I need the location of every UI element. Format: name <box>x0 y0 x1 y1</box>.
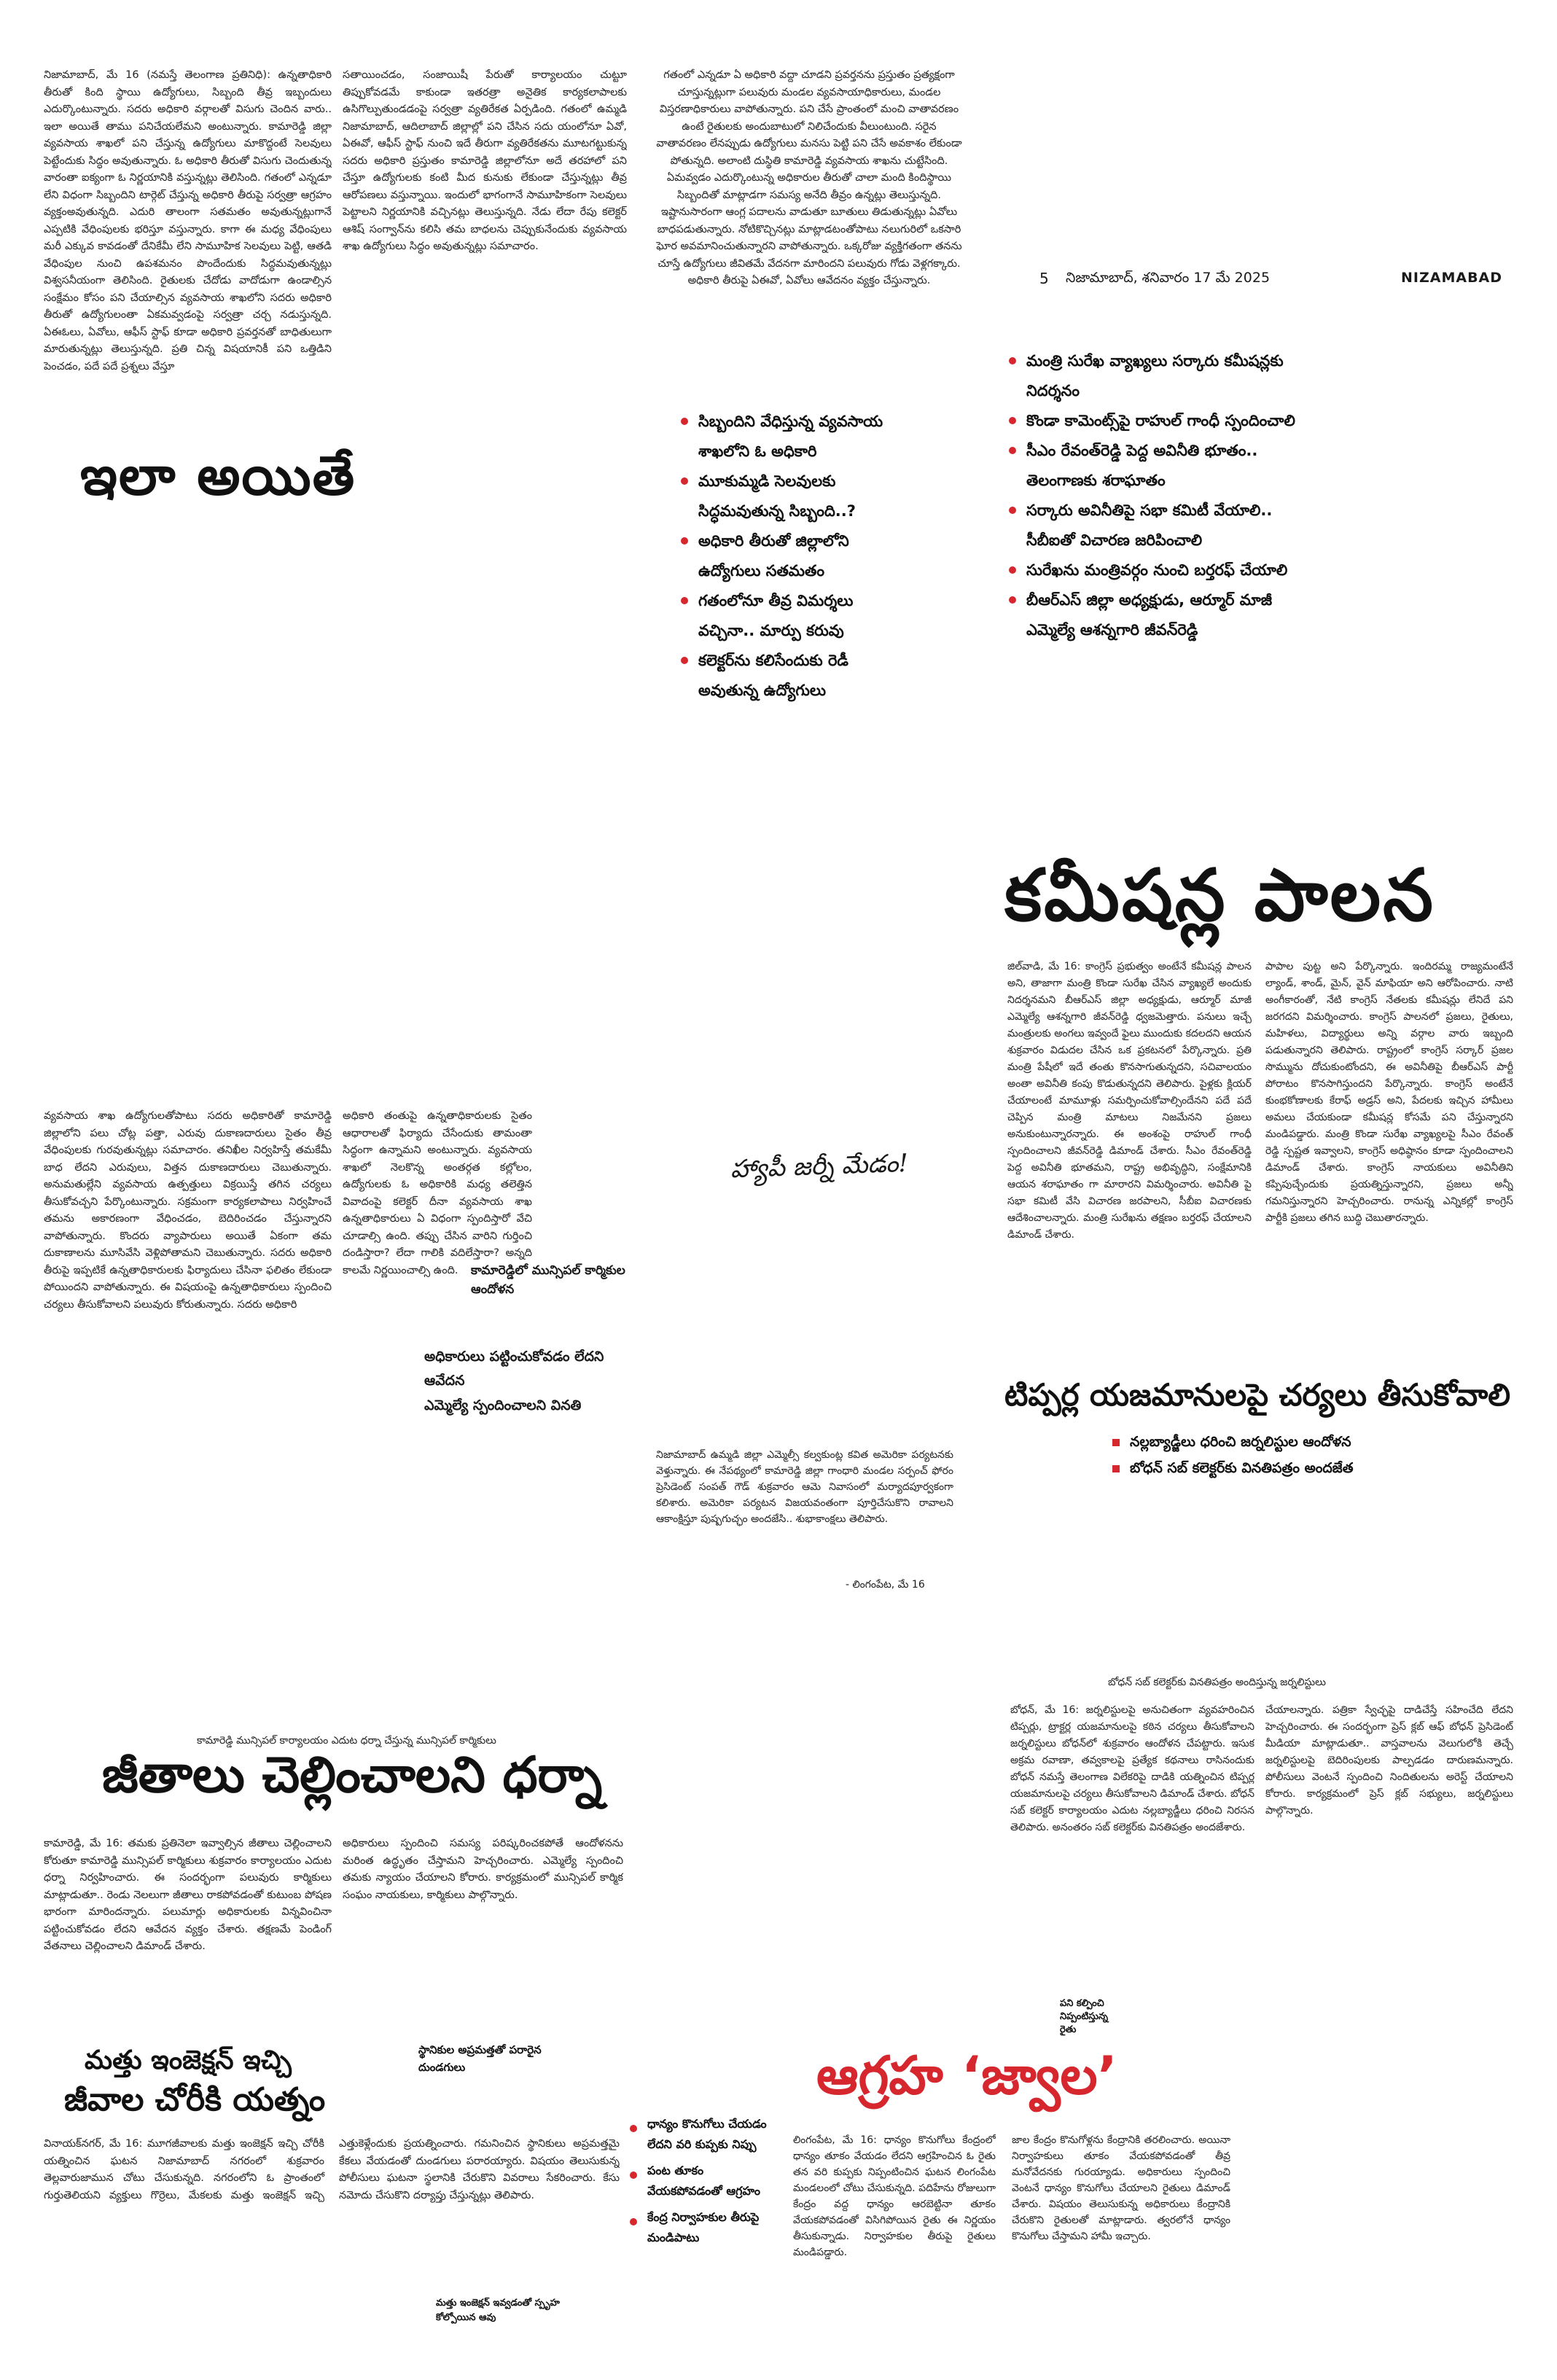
story2-col2: పాపాల పుట్ట అని పేర్కొన్నారు. ఇందిరమ్మ రాజ్యమంటేనే ల్యాండ్, శాండ్, మైన్, వైన్ మాఫియా అని ఆరోపించారు. నాటి అంగీకారంతో, నేటి కాంగ్రెస్ నేతలకు కమీషన్లు లేనిదే పని జరగదని విమర్శించారు. కాంగ్రెస్ పాలనలో ప్రజలు, రైతులు, మహిళలు, విద్యార్థులు అన్ని వర్గాల వారు ఇబ్బంది పడుతున్నారని తెలిపారు. రాష్ట్రంలో కాంగ్రెస్ సర్కార్ ప్రజల సొమ్మును దోచుకుంటోందని, ఈ అవినీతిపై బీఆర్ఎస్ పార్టీ పోరాటం కొనసాగిస్తుందని పేర్కొన్నారు. కాంగ్రెస్ అంటేనే కుంభకోణాలకు కేరాఫ్ అడ్రస్ అని, పేదలకు ఇచ్చిన హామీలు అమలు చేయకుండా కమీషన్ల కోసమే పని చేస్తున్నారని మండిపడ్డారు. మంత్రి కొండా సురేఖ వ్యాఖ్యలపై సీఎం రేవంత్ రెడ్డి స్పష్టత ఇవ్వాలని, కాంగ్రెస్ అధిష్ఠానం కూడా స్పందించాలని డిమాండ్ చేశారు. కాంగ్రెస్ నాయకులు అవినీతిని కప్పిపుచ్చేందుకు ప్రయత్నిస్తున్నారని, ప్రజలు అన్నీ గమనిస్తున్నారని హెచ్చరించారు. రానున్న ఎన్నికల్లో కాంగ్రెస్ పార్టీకి ప్రజలు తగిన బుద్ధి చెబుతారన్నారు. <box>1265 961 1513 1224</box>
headline-injection-line1: మత్తు ఇంజెక్షన్ ఇచ్చి <box>85 2045 292 2075</box>
highlight-item: గతంలోనూ తీవ్ర విమర్శలు వచ్చినా.. మార్పు కరువు <box>679 586 913 646</box>
sidebar-municipal-title: కామారెడ్డిలో మున్సిపల్ కార్మికుల ఆందోళన <box>471 1263 625 1297</box>
highlight-item: మూకుమ్మడి సెలవులకు సిద్ధమవుతున్న సిబ్బంది..? <box>679 467 913 526</box>
story1-col1: నిజామాబాద్, మే 16 (నమస్తే తెలంగాణ ప్రతినిధి): ఉన్నతాధికారి తీరుతో కింది స్థాయి ఉద్యోగులు, సిబ్బంది తీవ్ర ఇబ్బందులు ఎదుర్కొంటున్నారు. సదరు అధికారి వర్గాలతో విసుగు చెందిన వారు.. ఇలా అయితే తాము పనిచేయలేమని అంటున్నారు. కామారెడ్డి జిల్లా వ్యవసాయ శాఖలో పని చేస్తున్న ఉద్యోగులు మాకొద్దంటే సెలవులు పెట్టేందుకు సిద్ధం అవుతున్నారు. ఓ అధికారి తీరుతో విసుగు చెందుతున్న వారంతా ఐక్యంగా ఓ నిర్ణయానికి వస్తున్నట్లు తెలిసింది. గతంలో ఎన్నడూ లేని విధంగా సిబ్బందిని టార్గెట్ చేస్తున్న అధికారి తీరుపై సర్వత్రా ఆగ్రహం వ్యక్తంఅవుతున్నది. ఎదురి తాలంగా సతమతం అవుతున్నట్లుగానే ఎప్పటికి వేధింపులకు భరిస్తూ వస్తున్నారు. కాగా ఈ మధ్య వేధింపులు మరీ ఎక్కువ కావడంతో దేనికేమీ లేని సామూహిక సెలవులు పెట్టి, ఆతడి వేధింపుల నుంచి ఉపశమనం పొందేందుకు సిద్ధమవుతున్నట్లు విశ్వసనీయంగా తెలిసింది. రైతులకు చేదోడు వాదోడుగా ఉండాల్సిన సంక్షేమం కోసం పని చేయాల్సిన వ్యవసాయ శాఖలోని సదరు అధికారి తీరుతో ఉద్యోగులంతా ఏకమవ్వడంపై సర్వత్రా చర్చ నడుస్తున్నది. ఏఈఓలు, ఏవోలు, ఆఫీస్ స్టాఫ్ కూడా అధికారి ప్రవర్తనతో బాధితులుగా మారుతున్నట్లు తెలుస్తున్నది. ప్రతి చిన్న విషయానికీ పని ఒత్తిడిని పెంచడం, పదే పదే ప్రశ్నలు వేస్తూ <box>44 69 332 372</box>
handwritten-happy-journey: హ్యాపీ జర్నీ మేడం! <box>730 1148 909 1185</box>
highlight-item: మంత్రి సురేఖ వ్యాఖ్యలు సర్కారు కమీషన్లకు నిదర్శనం <box>1007 346 1299 406</box>
highlight-item: ధాన్యం కొనుగోలు చేయడం లేదని వరి కుప్పకు నిప్పు <box>628 2114 781 2155</box>
headline-injection-line2: జీవాల చోరీకి యత్నం <box>64 2081 326 2118</box>
story5-col2: అధికారులు స్పందించి సమస్య పరిష్కరించకపోతే ఆందోళనను మరింత ఉద్ధృతం చేస్తామని హెచ్చరించారు. ఎమ్మెల్యే స్పందించి తమకు న్యాయం చేయాలని కోరారు. కార్యక్రమంలో మున్సిపల్ కార్మిక సంఘం నాయకులు, కార్మికులు పాల్గొన్నారు. <box>343 1838 623 1901</box>
mlc-story-dateline: - లింగంపేట, మే 16 <box>846 1579 925 1591</box>
caption-unconscious-cow: మత్తు ఇంజెక్షన్ ఇవ్వడంతో స్పృహ కోల్పోయిన ఆవు <box>436 2298 560 2323</box>
headline-agraha-jwala: ఆగ్రహ ‘జ్వాల’ <box>816 2045 1117 2106</box>
section-name: NIZAMABAD <box>1401 270 1503 286</box>
story6-text: వినాయక్‌నగర్, మే 16: మూగజీవాలకు మత్తు ఇంజెక్షన్ ఇచ్చి చోరీకి యత్నించిన ఘటన నిజామాబాద్ నగరంలో శుక్రవారం తెల్లవారుజామున చోటు చేసుకున్నది. నగరంలోని ఓ ప్రాంతంలో గుర్తుతెలియని వ్యక్తులు గొర్రెలు, మేకలకు మత్తు ఇంజెక్షన్ ఇచ్చి ఎత్తుకెళ్లేందుకు ప్రయత్నించారు. గమనించిన స్థానికులు అప్రమత్తమై కేకలు వేయడంతో దుండగులు పరారయ్యారు. విషయం తెలుసుకున్న పోలీసులు ఘటనా స్థలానికి చేరుకొని వివరాలు సేకరించారు. కేసు నమోదు చేసుకొని దర్యాప్తు చేస్తున్నట్లు తెలిపారు. <box>44 2138 620 2201</box>
story5-col1: కామారెడ్డి, మే 16: తమకు ప్రతినెలా ఇవ్వాల్సిన జీతాలు చెల్లించాలని కోరుతూ కామారెడ్డి మున్సిపల్ కార్మికులు శుక్రవారం కార్యాలయం ఎదుట ధర్నా నిర్వహించారు. ఈ సందర్భంగా పలువురు కార్మికులు మాట్లాడుతూ.. రెండు నెలలుగా జీతాలు రాకపోవడంతో కుటుంబ పోషణ భారంగా మారిందన్నారు. పలుమార్లు అధికారులకు విన్నవించినా పట్టించుకోవడం లేదని ఆవేదన వ్యక్తం చేశారు. తక్షణమే పెండింగ్ వేతనాలు చెల్లించాలని డిమాండ్ చేశారు. <box>44 1838 332 1952</box>
story7-col2: జాల కేంద్రం కొనుగోళ్లను కేంద్రానికి తరలించారు. అయినా నిర్వాహకులు తూకం వేయకపోవడంతో తీవ్ర మనోవేదనకు గురయ్యాడు. అధికారులు స్పందించి వెంటనే ధాన్యం కొనుగోలు చేయాలని రైతులు డిమాండ్ చేశారు. విషయం తెలుసుకున్న అధికారులు కేంద్రానికి చేరుకొని రైతులతో మాట్లాడారు. త్వరలోనే ధాన్యం కొనుగోలు చేస్తామని హామీ ఇచ్చారు. <box>1012 2134 1230 2242</box>
kicker-dharna: కామారెడ్డి మున్సిపల్ కార్యాలయం ఎదుట ధర్నా చేస్తున్న మున్సిపల్ కార్మికులు <box>197 1735 496 1747</box>
headline-tipper-owners: టిప్పర్ల యజమానులపై చర్యలు తీసుకోవాలి <box>1004 1377 1511 1413</box>
headline-salary-dharna: జీతాలు చెల్లించాలని ధర్నా <box>102 1747 603 1804</box>
dateline: నిజామాబాద్, శనివారం 17 మే 2025 <box>1066 270 1271 286</box>
caption-journalists: బోధన్ సబ్ కలెక్టర్‌కు వినతిపత్రం అందిస్తున్న జర్నలిస్టులు <box>1108 1677 1326 1688</box>
highlight-item: సర్కారు అవినీతిపై సభా కమిటీ వేయాలి.. సీబీఐతో విచారణ జరిపించాలి <box>1007 496 1299 555</box>
story1-col2: సతాయించడం, సంజాయిషీ పేరుతో కార్యాలయం చుట్టూ తిప్పుకోవడమే కాకుండా ఇతరత్రా అనైతిక కార్యకలాపాలకు ఉసిగొల్పుతుండడంపై సర్వత్రా వ్యతిరేకత ఏర్పడింది. గతంలో ఉమ్మడి నిజామాబాద్, ఆదిలాబాద్ జిల్లాల్లో పని చేసిన సదు యంలోనూ ఏవో, ఏఈవో, ఆఫీస్ స్టాఫ్ నుంచి ఇదే తీరుగా వ్యతిరేకతను మూటగట్టుకున్న సదరు అధికారి ప్రస్తుతం కామారెడ్డి జిల్లాలోనూ అదే తరహాలో పని చేస్తూ ఉద్యోగులకు కంటి మీద కునుకు లేకుండా చేస్తున్నట్లు తీవ్ర ఆరోపణలు వస్తున్నాయి. ఇందులో భాగంగానే సామూహికంగా సెలవులు పెట్టాలని నిర్ణయానికి వచ్చినట్లు తెలుస్తున్నది. నేడు లేదా రేపు కలెక్టర్ ఆశిష్ సంగ్వాన్‌ను కలిసి తమ బాధలను చెప్పుకునేందుకు వ్యవసాయ శాఖ ఉద్యోగులు సిద్ధం అవుతున్నట్లు సమాచారం. <box>343 69 627 252</box>
sidebar-municipal-point2: ఎమ్మెల్యే స్పందించాలని వినతి <box>424 1397 582 1413</box>
story2-col1: జిల్‌వాడి, మే 16: కాంగ్రెస్ ప్రభుత్వం అంటేనే కమీషన్ల పాలన అని, తాజాగా మంత్రి కొండా సురేఖ చేసిన వ్యాఖ్యలే అందుకు నిదర్శనమని బీఆర్ఎస్ జిల్లా అధ్యక్షుడు, ఆర్మూర్ మాజీ ఎమ్మెల్యే ఆశన్నగారి జీవన్‌రెడ్డి ధ్వజమెత్తారు. పనులు ఇచ్చే మంత్రులకు అంగలు ఇవ్వందే ఫైలు ముందుకు కదలదని ఆయన శుక్రవారం విడుదల చేసిన ఒక ప్రకటనలో పేర్కొన్నారు. ప్రతి మంత్రి పేషీలో ఇదే తంతు కొనసాగుతున్నదని, సచివాలయం అంతా అవినీతి కంపు కొడుతున్నదని తెలిపారు. పైళ్లకు క్లియర్ చేయాలంటే మామూళ్లు సమర్పించుకోవాల్సిందేనని పదే పదే చెప్పిన మంత్రి మాటలు నిజమేనని ప్రజలు అనుకుంటున్నారన్నారు. ఈ అంశంపై రాహుల్ గాంధీ స్పందించాలని జీవన్‌రెడ్డి డిమాండ్ చేశారు. సీఎం రేవంత్‌రెడ్డి పెద్ద అవినీతి భూతమని, రాష్ట్ర అభివృద్ధిని, సంక్షేమానికి ఆయన శరాఘాతం గా మారారని విమర్శించారు. అవినీతి పై సభా కమిటీ వేసి విచారణ జరపాలని, సీబీఐ విచారణకు ఆదేశించాలన్నారు. మంత్రి సురేఖను తక్షణం బర్తరఫ్ చేయాలని డిమాండ్ చేశారు. <box>1007 961 1252 1241</box>
story7-highlights <box>628 2114 781 2248</box>
highlight-item: కలెక్టర్‌ను కలిసేందుకు రెడీ అవుతున్న ఉద్యోగులు <box>679 646 913 706</box>
story3-col2: అధికారి తంతుపై ఉన్నతాధికారులకు సైతం ఆధారాలతో ఫిర్యాదు చేసేందుకు తామంతా సిద్ధంగా ఉన్నామని అంటున్నారు. వ్యవసాయ శాఖలో నెలకొన్న అంతర్గత కల్లోలం, ఉద్యోగులకు ఓ అధికారికి మధ్య తలెత్తిన వివాదంపై కలెక్టర్ దీనా వ్యవసాయ శాఖ ఉన్నతాధికారులు ఏ విధంగా స్పందిస్తారో వేచి చూడాల్సి ఉంది. తప్పు చేసిన వారిని గుర్తించి దండిస్తారా? లేదా గాలికి వదిలేస్తారా? అన్నది కాలమే నిర్ణయించాల్సి ఉంది. <box>343 1110 532 1276</box>
story3-col1: వ్యవసాయ శాఖ ఉద్యోగులతోపాటు సదరు అధికారితో కామారెడ్డి జిల్లాలోని పలు చోట్ల పత్తా, ఎరువు దుకాణదారులు సైతం తీవ్ర వేధింపులకు గురవుతున్నట్లు సమాచారం. తనిఖీల నిర్వహిస్తే తమకేమీ బాధ లేదని ఎరువులు, విత్తన దుకాణదారులు చెబుతున్నారు. అనుమతుల్లేని వ్యవసాయ ఉత్పత్తులు విక్రయిస్తే తగిన చర్యలు తీసుకోవచ్చని పేర్కొంటున్నారు. సక్రమంగా కార్యకలాపాలు నిర్వహించే తమను అకారణంగా వేధించడం, బెదిరించడం చేస్తున్నారని వాపోతున్నారు. కొందరు వ్యాపారులు అయితే ఏకంగా తమ దుకాణాలను మూసివేసి వెళ్లిపోతామని చెబుతున్నారు. సదరు అధికారి తీరుపై ఇప్పటికే ఉన్నతాధికారులకు ఫిర్యాదులు చేసినా ఫలితం లేకుండా పోయిందని వాపోతున్నారు. ఈ విషయంపై ఉన్నతాధికారులు స్పందించి చర్యలు తీసుకోవాలని పలువురు కోరుతున్నారు. సదరు అధికారి <box>44 1110 332 1311</box>
highlight-item: బోధన్ సబ్ కలెక్టర్‌కు వినతిపత్రం అందజేత <box>1111 1455 1490 1481</box>
highlight-item: బీఆర్ఎస్ జిల్లా అధ్యక్షుడు, ఆర్మూర్ మాజీ ఎమ్మెల్యే ఆశన్నగారి జీవన్‌రెడ్డి <box>1007 585 1299 645</box>
story2-highlights <box>1007 346 1299 645</box>
story7-col1: లింగంపేట, మే 16: ధాన్యం కొనుగోలు కేంద్రంలో ధాన్యం తూకం వేయడం లేదని ఆగ్రహించిన ఓ రైతు తన వరి కుప్పకు నిప్పంటించిన ఘటన లింగంపేట మండలంలో చోటు చేసుకున్నది. పదిహేను రోజులుగా కేంద్రం వద్ద ధాన్యం ఆరబెట్టినా తూకం వేయకపోవడంతో విసిగిపోయిన రైతు ఈ నిర్ణయం తీసుకున్నాడు. నిర్వాహకుల తీరుపై రైతులు మండిపడ్డారు. <box>793 2134 996 2258</box>
mlc-story-text: నిజామాబాద్ ఉమ్మడి జిల్లా ఎమ్మెల్సీ కల్వకుంట్ల కవిత అమెరికా పర్యటనకు వెళ్తున్నారు. ఈ నేపథ్యంలో కామారెడ్డి జిల్లా గాంధారి మండల సర్పంచ్ ఫోరం ప్రెసిడెంట్ సంపత్ గౌడ్ శుక్రవారం ఆమె నివాసంలో మర్యాదపూర్వకంగా కలిశారు. అమెరికా పర్యటన విజయవంతంగా పూర్తిచేసుకొని రావాలని ఆకాంక్షిస్తూ పుష్పగుచ్ఛం అందజేసి.. శుభాకాంక్షలు తెలిపారు. <box>656 1449 953 1525</box>
story1-col3: గతంలో ఎన్నడూ ఏ అధికారి వద్దా చూడని ప్రవర్తనను ప్రస్తుతం ప్రత్యక్షంగా చూస్తున్నట్లుగా పలువురు మండల వ్యవసాయాధికారులు, మండల విస్తరణాధికారులు వాపోతున్నారు. పని చేసే ప్రాంతంలో మంచి వాతావరణం ఉంటే రైతులకు అందుబాటులో నిలిచేందుకు వీలుంటుంది. సరైన వాతావరణం లేనప్పుడు ఉద్యోగులు మనసు పెట్టి పని చేసే అవకాశం లేకుండా పోతున్నది. అలాంటి దుస్థితి కామారెడ్డి వ్యవసాయ శాఖను చుట్టేసింది. ఏమవ్వడం ఎదుర్కొంటున్న అధికారుల తీరుతో చాలా మంది కిందిస్థాయి సిబ్బందితో మాట్లాడగా సమస్య అనేది తీవ్రం ఉన్నట్లు తెలుస్తున్నది. ఇష్టానుసారంగా ఆంగ్ల పదాలను వాడుతూ బూతులు తిడుతున్నట్లు ఏవోలు బాధపడుతున్నారు. నోటికొచ్చినట్లు మాట్లాడటంతోపాటు నలుగురిలో ఒకసారి ఘోర అవమానించుతున్నారని వాపోతున్నారు. ఒక్కరోజు వ్యక్తిగతంగా తనను చూస్తే ఉద్యోగులు జీవితమే వేదనగా మారిందని పలువురు గోడు వెళ్లగక్కారు. అధికారి తీరుపై ఏఈవో, ఏవోలు ఆవేదనం వ్యక్తం చేస్తున్నారు. <box>656 69 962 286</box>
highlight-item: సురేఖను మంత్రివర్గం నుంచి బర్తరఫ్ చేయాలి <box>1007 555 1299 585</box>
story4-col2: చేయాలన్నారు. పత్రికా స్వేచ్ఛపై దాడిచేస్తే సహించేది లేదని హెచ్చరించారు. ఈ సందర్భంగా ప్రెస్ క్లబ్ ఆఫ్ బోధన్ ప్రెసిడెంట్ మీడియా మాట్లాడుతూ.. వాస్తవాలను వెలుగులోకి తెచ్చే జర్నలిస్టులపై బెదిరింపులకు పాల్పడడం దారుణమన్నారు. పోలీసులు వెంటనే స్పందించి నిందితులను అరెస్ట్ చేయాలని కోరారు. కార్యక్రమంలో ప్రెస్ క్లబ్ సభ్యులు, జర్నలిస్టులు పాల్గొన్నారు. <box>1265 1704 1513 1817</box>
highlight-item: అధికారి తీరుతో జిల్లాలోని ఉద్యోగులు సతమతం <box>679 526 913 586</box>
highlight-item: నల్లబ్యాడ్జీలు ధరించి జర్నలిస్టుల ఆందోళన <box>1111 1429 1490 1455</box>
highlight-item: పంట తూకం వేయకపోవడంతో ఆగ్రహం <box>628 2161 781 2201</box>
headline-commission-rule: కమీషన్ల పాలన <box>1004 854 1435 937</box>
caption-locals-alert: స్థానికుల అప్రమత్తతో పరారైన దుండగులు <box>418 2043 542 2074</box>
headline-ila-ayithe: ఇలా అయితే <box>80 445 356 507</box>
highlight-item: కొండా కామెంట్స్‌పై రాహుల్ గాంధీ స్పందించాలి <box>1007 406 1299 436</box>
highlight-item: కేంద్ర నిర్వాహకుల తీరుపై మండిపాటు <box>628 2207 781 2248</box>
page-number: 5 <box>1039 270 1049 287</box>
story4-highlights <box>1111 1429 1490 1481</box>
sidebar-municipal-point1: అధికారులు పట్టించుకోవడం లేదని ఆవేదన <box>424 1349 604 1389</box>
highlight-item: సిబ్బందిని వేధిస్తున్న వ్యవసాయ శాఖలోని ఓ అధికారి <box>679 407 913 467</box>
caption-farmer: పని కల్పించి నిప్పంటిస్తున్న రైతు <box>1060 1998 1109 2035</box>
story1-highlights <box>679 407 913 706</box>
highlight-item: సీఎం రేవంత్‌రెడ్డి పెద్ద అవినీతి భూతం.. తెలంగాణకు శరాఘాతం <box>1007 436 1299 496</box>
story4-col1: బోధన్, మే 16: జర్నలిస్టులపై అనుచితంగా వ్యవహరించిన టిప్పర్లు, ట్రాక్టర్ల యజమానులపై కఠిన చర్యలు తీసుకోవాలని జర్నలిస్టులు బోధన్‌లో శుక్రవారం ఆందోళన చేపట్టారు. ఇసుక అక్రమ రవాణా, తవ్వకాలపై ప్రత్యేక కథనాలు రాసినందుకు బోధన్ నమస్తే తెలంగాణ విలేకరిపై దాడికి యత్నించిన టిప్పర్ల యజమానులపై చర్యలు తీసుకోవాలని డిమాండ్ చేశారు. బోధన్ సబ్ కలెక్టర్ కార్యాలయం ఎదుట నల్లబ్యాడ్జీలు ధరించి నిరసన తెలిపారు. అనంతరం సబ్ కలెక్టర్‌కు వినతిపత్రం అందజేశారు. <box>1010 1704 1254 1833</box>
